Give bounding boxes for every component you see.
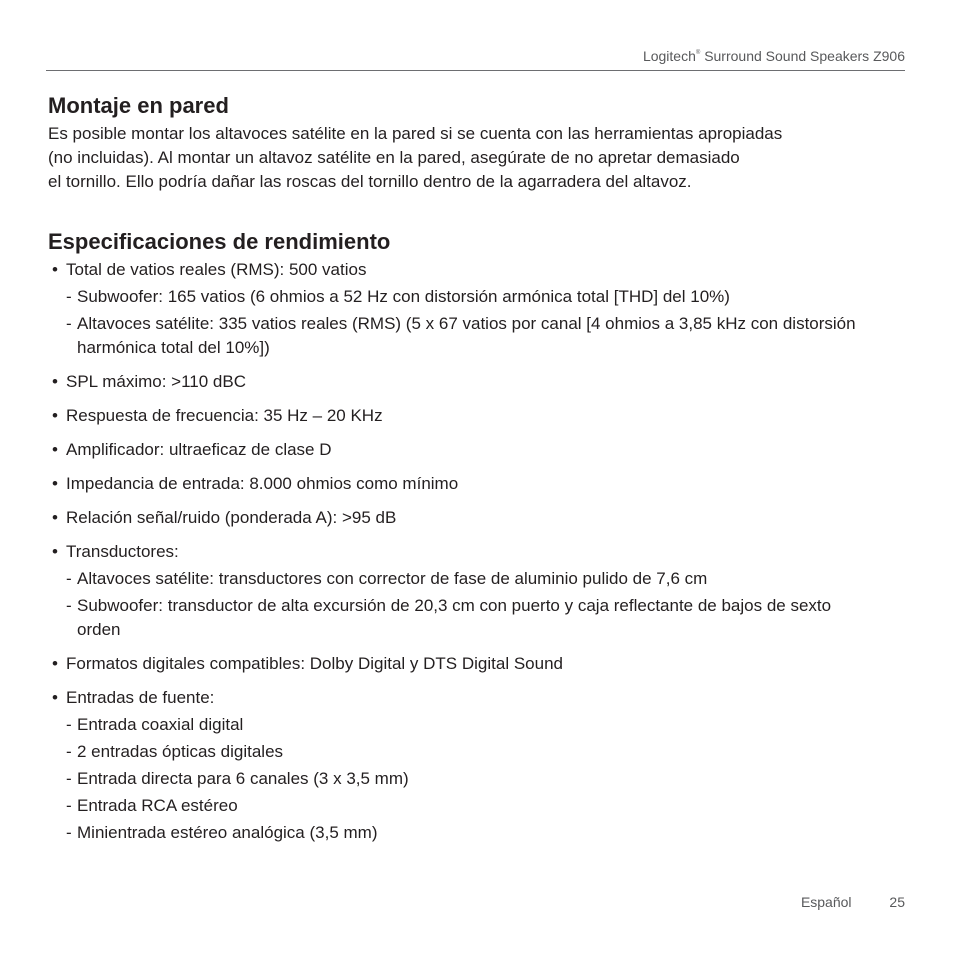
mounting-paragraph: [48, 122, 878, 194]
page-number: 25: [889, 894, 905, 910]
spec-text: Total de vatios reales (RMS): 500 vatios: [66, 260, 367, 279]
spec-subitem: - Subwoofer: 165 vatios (6 ohmios a 52 Hz con distorsión armónica total [THD] del 10%): [66, 285, 878, 309]
spec-sublist: [66, 713, 878, 845]
spec-subitem: - 2 entradas ópticas digitales: [66, 740, 878, 764]
spec-text: SPL máximo: >110 dBC: [66, 372, 247, 391]
trademark-symbol: ®: [695, 50, 701, 56]
header-brand: Logitech: [642, 48, 696, 64]
page-footer: [801, 894, 905, 910]
spec-subitem: - Entrada directa para 6 canales (3 x 3,5 mm): [66, 767, 878, 791]
spec-item-drivers: [48, 540, 878, 642]
spec-text: Entradas de fuente:: [66, 688, 215, 707]
spec-item-inputs: [48, 686, 878, 845]
spec-item-spl: [48, 370, 878, 394]
mounting-heading: Montaje en pared: [48, 93, 229, 118]
mounting-line: (no incluidas). Al montar un altavoz satélite en la pared, asegúrate de no apretar demasiado: [48, 148, 740, 167]
page-header: [46, 47, 905, 71]
mounting-line: Es posible montar los altavoces satélite en la pared si se cuenta con las herramientas apropiadas: [48, 124, 783, 143]
spec-item-frequency: [48, 404, 878, 428]
specs-heading: Especificaciones de rendimiento: [48, 229, 391, 254]
spec-text: Amplificador: ultraeficaz de clase D: [66, 440, 332, 459]
spec-item-amplifier: [48, 438, 878, 462]
spec-sublist: [66, 285, 878, 360]
spec-subitem: - Minientrada estéreo analógica (3,5 mm): [66, 821, 878, 845]
footer-language: Español: [800, 894, 852, 910]
spec-text: Impedancia de entrada: 8.000 ohmios como mínimo: [66, 474, 459, 493]
spec-text: Transductores:: [66, 542, 179, 561]
spec-text: Respuesta de frecuencia: 35 Hz – 20 KHz: [66, 406, 383, 425]
spec-text: Relación señal/ruido (ponderada A): >95 dB: [66, 508, 397, 527]
spec-subitem: - Altavoces satélite: transductores con corrector de fase de aluminio pulido de 7,6 cm: [66, 567, 878, 591]
spec-subitem: - Entrada coaxial digital: [66, 713, 878, 737]
mounting-line: el tornillo. Ello podría dañar las roscas del tornillo dentro de la agarradera del altavoz.: [48, 172, 692, 191]
page-content: [48, 92, 878, 855]
spec-item-impedance: [48, 472, 878, 496]
spec-text: Formatos digitales compatibles: Dolby Digital y DTS Digital Sound: [66, 654, 563, 673]
spec-sublist: [66, 567, 878, 642]
spec-subitem: - Subwoofer: transductor de alta excursión de 20,3 cm con puerto y caja reflectante de bajos de sexto orden: [66, 594, 878, 642]
spec-item-snr: [48, 506, 878, 530]
spec-item-power: [48, 258, 878, 360]
spec-subitem: - Entrada RCA estéreo: [66, 794, 878, 818]
specs-list: [48, 258, 878, 845]
header-title: [643, 48, 905, 64]
header-product: Surround Sound Speakers Z906: [704, 48, 905, 64]
spec-subitem: - Altavoces satélite: 335 vatios reales (RMS) (5 x 67 vatios por canal [4 ohmios a 3,85 kHz con distorsión harmónica total del 10%]): [66, 312, 878, 360]
spec-item-formats: [48, 652, 878, 676]
